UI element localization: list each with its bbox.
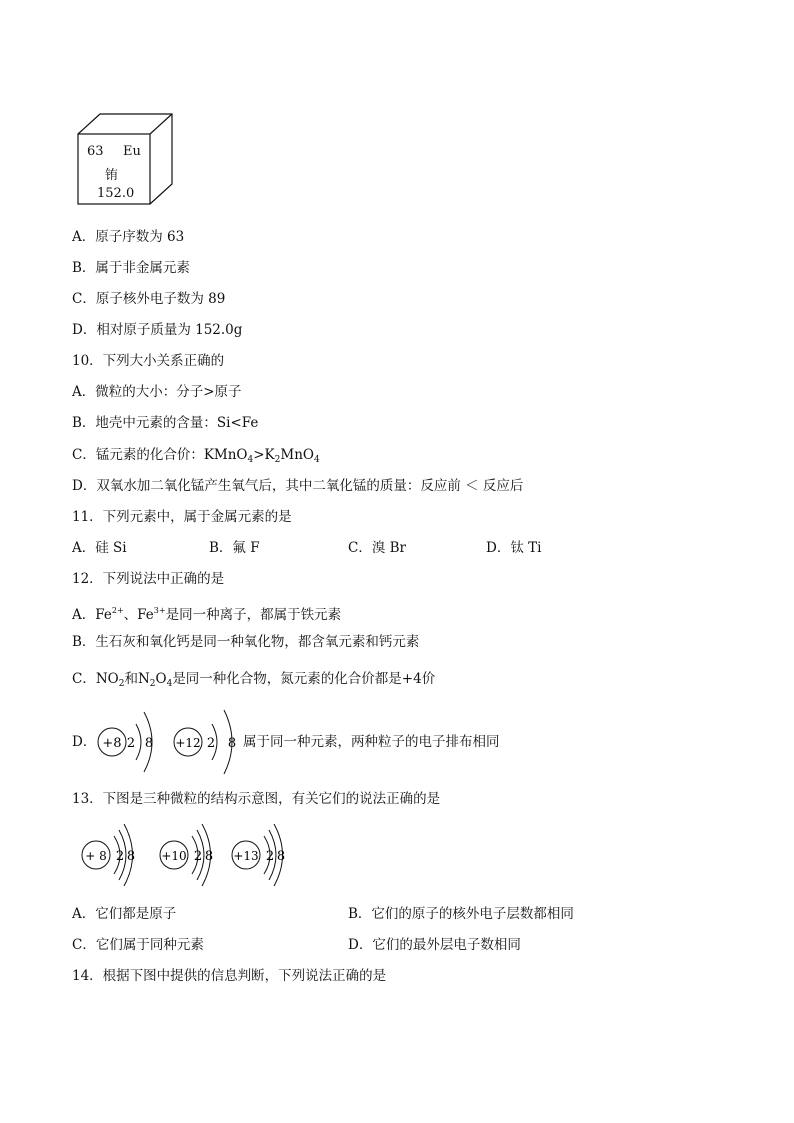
q12-a-charge: 2+ (111, 606, 124, 615)
atom-shells (80, 820, 150, 890)
q12-option-c (72, 670, 435, 693)
q10-c-text: >K (253, 447, 275, 463)
q12-option-b: B．生石灰和氧化钙是同一种氧化物，都含氧元素和钙元素 (72, 634, 420, 650)
q10-c-sub: 4 (313, 455, 320, 465)
q13-atom-diagram-2 (158, 820, 228, 894)
element-name: 铕 (105, 168, 119, 183)
q12-c-sub: 4 (166, 679, 173, 689)
shell-electrons: 2 (193, 849, 203, 864)
q12-atom-diagram-1 (94, 706, 164, 782)
q9-option-a: A．原子序数为 63 (72, 229, 185, 245)
q12-option-d-label: D． (72, 734, 97, 750)
q10-c-text: C．锰元素的化合价：KMnO (72, 447, 248, 463)
shell-electrons: 8 (276, 849, 286, 864)
nucleus-charge: +12 (175, 736, 201, 750)
q12-c-sub: 2 (149, 679, 156, 689)
shell-electrons: 8 (126, 849, 136, 864)
q13-atom-diagram-1 (80, 820, 150, 894)
shell-electrons: 2 (206, 736, 216, 751)
shell-electrons: 2 (126, 736, 136, 751)
q10-c-sub: 2 (274, 455, 281, 465)
q10-option-a: A．微粒的大小：分子>原子 (72, 384, 242, 400)
atom-shells (230, 820, 300, 890)
nucleus-charge: + 8 (85, 849, 107, 863)
q13-option-b: B．它们的原子的核外电子层数都相同 (348, 906, 574, 922)
q13-option-d: D．它们的最外层电子数相同 (348, 937, 521, 953)
q11-option-d: D．钛 Ti (486, 540, 542, 556)
q11-option-a: A．硅 Si (72, 540, 127, 556)
q11-stem: 11．下列元素中，属于金属元素的是 (72, 509, 292, 525)
q10-c-sub: 4 (247, 455, 254, 465)
q9-option-b: B．属于非金属元素 (72, 260, 190, 276)
nucleus-charge: +8 (102, 736, 122, 751)
q12-option-d-text: 属于同一种元素，两种粒子的电子排布相同 (243, 734, 500, 750)
q12-c-text: O (155, 671, 167, 687)
q12-a-text: 、Fe (123, 607, 154, 623)
element-symbol: Eu (123, 144, 141, 159)
atom-shells (94, 706, 164, 778)
q12-a-charge: 3+ (153, 606, 166, 615)
q10-c-text: MnO (280, 447, 314, 463)
q14-stem: 14．根据下图中提供的信息判断，下列说法正确的是 (72, 968, 387, 984)
q10-option-b: B．地壳中元素的含量：Si<Fe (72, 415, 259, 431)
q13-option-c: C．它们属于同种元素 (72, 937, 204, 953)
q12-atom-diagram-2 (172, 706, 244, 782)
q9-option-c: C．原子核外电子数为 89 (72, 291, 226, 307)
q10-option-d: D．双氧水加二氧化锰产生氧气后，其中二氧化锰的质量：反应前 ＜ 反应后 (72, 478, 524, 494)
q11-option-b: B．氟 F (209, 540, 260, 556)
atomic-mass: 152.0 (97, 186, 135, 201)
nucleus-charge: +13 (233, 849, 259, 863)
atom-shells (158, 820, 228, 890)
shell-electrons: 8 (144, 736, 154, 751)
q13-atom-diagram-3 (230, 820, 300, 894)
nucleus-charge: +10 (161, 849, 187, 863)
atomic-number: 63 (87, 144, 104, 159)
q12-stem: 12．下列说法中正确的是 (72, 571, 225, 587)
element-card (76, 112, 176, 207)
q12-c-text: 和N (124, 671, 150, 687)
atom-shells (172, 706, 244, 778)
q11-option-c: C．溴 Br (348, 540, 406, 556)
q12-option-a (72, 602, 341, 624)
q12-c-sub: 2 (118, 679, 125, 689)
q13-stem: 13．下图是三种微粒的结构示意图，有关它们的说法正确的是 (72, 791, 441, 807)
q12-a-text: A．Fe (72, 607, 112, 623)
q10-option-c (72, 446, 320, 469)
q9-option-d: D．相对原子质量为 152.0g (72, 322, 243, 338)
q13-option-a: A．它们都是原子 (72, 906, 177, 922)
shell-electrons: 2 (115, 849, 125, 864)
shell-electrons: 8 (204, 849, 214, 864)
q10-stem: 10．下列大小关系正确的 (72, 353, 225, 369)
shell-electrons: 2 (265, 849, 275, 864)
q12-a-text: 是同一种离子，都属于铁元素 (165, 607, 342, 623)
q12-c-text: 是同一种化合物，氮元素的化合价都是+4价 (172, 671, 436, 687)
shell-electrons: 8 (227, 736, 237, 751)
q12-c-text: C．NO (72, 671, 119, 687)
